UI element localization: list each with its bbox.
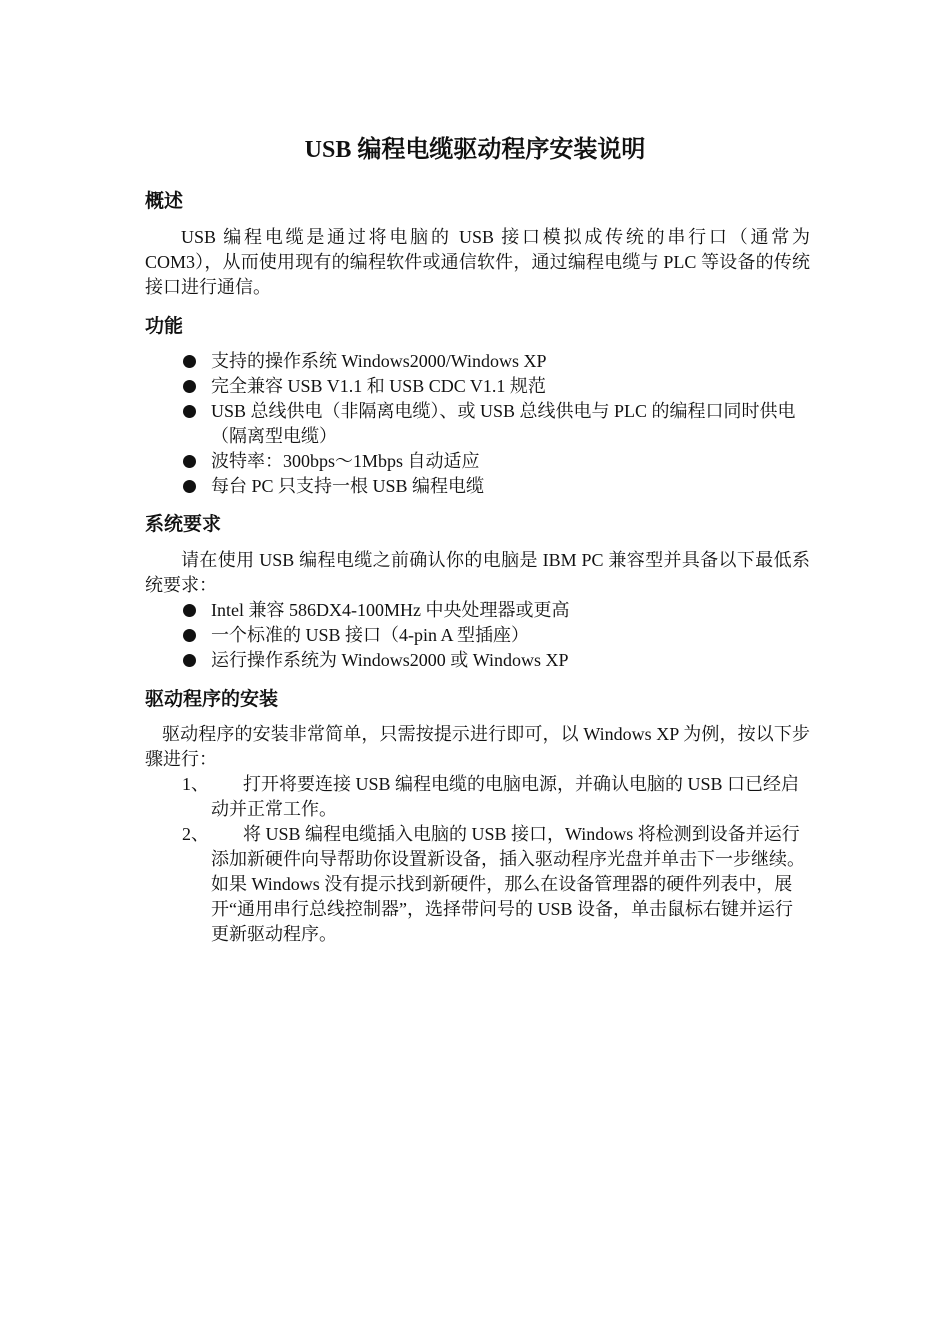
bullet-icon: [183, 355, 196, 368]
bullet-icon: [183, 380, 196, 393]
bullet-icon: [183, 604, 196, 617]
bullet-icon: [183, 480, 196, 493]
list-item-text: 一个标准的 USB 接口（4-pin A 型插座）: [211, 625, 530, 645]
list-item-text: 波特率：300bps～1Mbps 自动适应: [211, 451, 480, 471]
requirements-list: [145, 598, 810, 673]
list-item-text: 完全兼容 USB V1.1 和 USB CDC V1.1 规范: [211, 376, 546, 396]
install-intro: 驱动程序的安装非常简单，只需按提示进行即可，以 Windows XP 为例，按以下步骤进行：: [145, 724, 810, 769]
list-item: [145, 349, 810, 374]
list-item: [145, 648, 810, 673]
bullet-icon: [183, 629, 196, 642]
overview-paragraph: USB 编程电缆是通过将电脑的 USB 接口模拟成传统的串行口（通常为 COM3），从而使用现有的编程软件或通信软件，通过编程电缆与 PLC 等设备的传统接口进行通信。: [145, 227, 810, 297]
list-item: [145, 399, 810, 449]
bullet-icon: [183, 455, 196, 468]
features-list: [145, 349, 810, 499]
list-item: [145, 449, 810, 474]
install-steps: [145, 772, 810, 947]
step-item: [145, 822, 810, 947]
list-item: [145, 623, 810, 648]
section-heading-features: 功能: [145, 315, 184, 337]
list-item-text: 支持的操作系统 Windows2000/Windows XP: [211, 351, 547, 371]
list-item-text: USB 总线供电（非隔离电缆）、或 USB 总线供电与 PLC 的编程口同时供电（隔离型电缆）: [211, 401, 796, 446]
step-note: 如果 Windows 没有提示找到新硬件，那么在设备管理器的硬件列表中，展开“通用串行总线控制器”，选择带问号的 USB 设备，单击鼠标右键并运行更新驱动程序。: [211, 874, 793, 944]
step-text: 将 USB 编程电缆插入电脑的 USB 接口，Windows 将检测到设备并运行添加新硬件向导帮助你设置新设备，插入驱动程序光盘并单击下一步继续。: [211, 824, 805, 869]
list-item-text: Intel 兼容 586DX4-100MHz 中央处理器或更高: [211, 600, 570, 620]
section-heading-requirements: 系统要求: [145, 513, 222, 535]
list-item: [145, 474, 810, 499]
step-number: 2、: [182, 824, 209, 844]
list-item-text: 运行操作系统为 Windows2000 或 Windows XP: [211, 650, 569, 670]
list-item: [145, 598, 810, 623]
step-item: [145, 772, 810, 822]
document-title: USB 编程电缆驱动程序安装说明: [304, 137, 646, 163]
list-item: [145, 374, 810, 399]
bullet-icon: [183, 405, 196, 418]
bullet-icon: [183, 654, 196, 667]
section-heading-overview: 概述: [145, 190, 184, 212]
list-item-text: 每台 PC 只支持一根 USB 编程电缆: [211, 476, 485, 496]
step-text: 打开将要连接 USB 编程电缆的电脑电源，并确认电脑的 USB 口已经启动并正常工作。: [211, 774, 800, 819]
requirements-intro: 请在使用 USB 编程电缆之前确认你的电脑是 IBM PC 兼容型并具备以下最低系统要求：: [145, 550, 810, 595]
step-number: 1、: [182, 774, 209, 794]
section-heading-install: 驱动程序的安装: [145, 688, 279, 710]
